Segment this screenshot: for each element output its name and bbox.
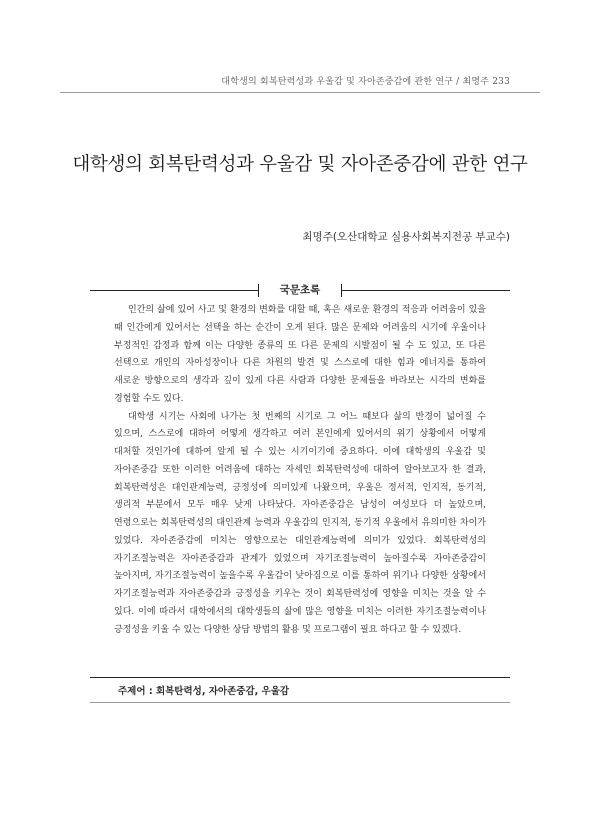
keywords: 주제어 : 회복탄력성, 자아존중감, 우울감	[118, 686, 290, 697]
keywords-rule-top	[90, 677, 510, 678]
running-header: 대학생의 회복탄력성과 우울감 및 자아존중감에 관한 연구 / 최명주 233	[221, 77, 510, 87]
keywords-rule-bottom	[90, 702, 510, 703]
paper-title: 대학생의 회복탄력성과 우울감 및 자아존중감에 관한 연구	[72, 154, 528, 175]
author-line: 최명주(오산대학교 실용사회복지전공 부교수)	[302, 231, 510, 243]
header-rule	[60, 92, 540, 93]
abstract-heading-rule-right	[342, 290, 510, 291]
abstract-heading	[90, 283, 510, 297]
abstract-paragraph-1: 인간의 삶에 있어 사고 및 환경의 변화를 대할 때, 혹은 새로운 환경의 적응과 어려움이 있을 때 인간에게 있어서는 선택을 하는 순간이 오게 된다. 많은 문제와 어려움의 시기에 우울이나 부정적인 감정과 함께 이는 다양한 종류의 또 다른 문제의 시발점이 될 수 도 있고, 또 다른 선택으로 개인의 자아성장이나 다른 차원의 발견 및 스스로에 대한 힘과 에너지를 통하여 새로운 방향으로의 생각과 깊이 있게 다른 사람과 다양한 문제들을 바라보는 시각의 변화를 경험할 수도 있다.	[114, 305, 486, 404]
abstract-body	[114, 302, 486, 639]
abstract-label: 국문초록	[279, 284, 321, 296]
abstract-paragraph-2: 대학생 시기는 사회에 나가는 첫 번째의 시기로 그 어느 때보다 삶의 반경이 넓어질 수 있으며, 스스로에 대하여 어떻게 생각하고 여러 본인에게 있어서의 위기 상황에서 어떻게 대처할 것인가에 대하여 알게 될 수 있는 시기이기에 중요하다. 이에 대학생의 우울감 및 자아존중감 또한 이러한 어려움에 대하는 자세인 회복탄력성에 대하여 알아보고자 한 결과, 회복탄력성은 대인관계능력, 긍정성에 의미있게 나왔으며, 우울은 정서적, 인지적, 동기적, 생리적 부분에서 모두 매우 낮게 나타났다. 자아존중감은 남성이 여성보다 더 높았으며, 연령으로는 회복탄력성의 대인관계 능력과 우울감의 인지적, 동기적 우울에서 유의미한 차이가 있었다. 자아존중감에 미치는 영향으로는 대인관계능력에 의미가 있었다. 회복탄력성의 자기조절능력은 자아존중감과 관계가 있었으며 자기조절능력이 높아질수록 자아존중감이 높아지며, 자기조절능력이 높을수록 우울감이 낮아짐으로 이를 통하여 위기나 다양한 상황에서 자기조절능력과 자아존중감과 긍정성을 키우는 것이 회복탄력성에 영향을 미치는 것을 알 수 있다. 이에 따라서 대학에서의 대학생들의 삶에 많은 영향을 미치는 이러한 자기조절능력이나 긍정성을 키울 수 있는 다양한 상담 방법의 활용 및 프로그램이 필요 하다고 할 수 있겠다.	[114, 411, 486, 635]
abstract-heading-rule-left	[90, 290, 258, 291]
